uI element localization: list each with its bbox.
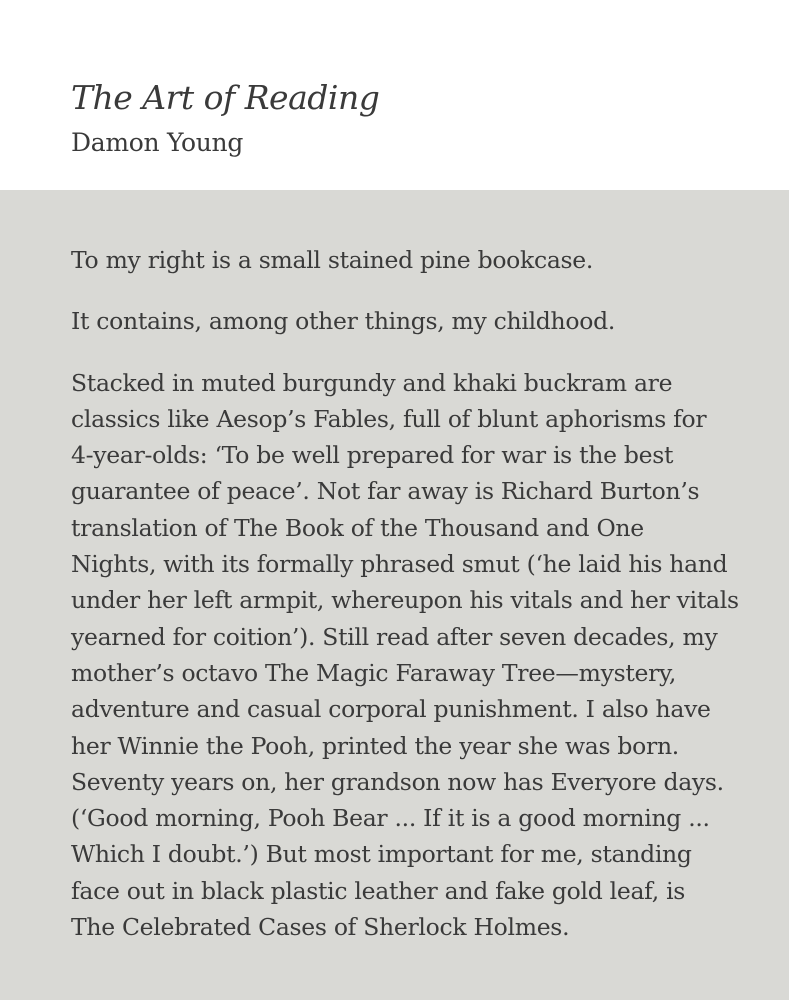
excerpt-line: (‘Good morning, Pooh Bear ... If it is a good morning ... — [71, 804, 710, 833]
excerpt-line: 4-year-olds: ‘To be well prepared for war is the best — [71, 441, 674, 470]
book-author: Damon Young — [71, 128, 244, 157]
excerpt-paragraph-1: To my right is a small stained pine bookcase. — [71, 246, 594, 274]
excerpt-line: Seventy years on, her grandson now has Everyore days. — [71, 767, 724, 796]
excerpt-line: translation of The Book of the Thousand and One — [71, 513, 644, 542]
excerpt-paragraph-3 — [71, 365, 761, 946]
excerpt-line: guarantee of peace’. Not far away is Richard Burton’s — [71, 477, 700, 506]
excerpt-paragraph-2: It contains, among other things, my childhood. — [71, 307, 615, 336]
excerpt-line: her Winnie the Pooh, printed the year she was born. — [71, 731, 679, 760]
excerpt-line: adventure and casual corporal punishment. I also have — [71, 695, 711, 724]
excerpt-line: The Celebrated Cases of Sherlock Holmes. — [71, 913, 570, 942]
excerpt-line: Stacked in muted burgundy and khaki buckram are — [71, 368, 673, 397]
book-title: The Art of Reading — [71, 78, 380, 117]
excerpt-text — [71, 242, 761, 970]
title-header — [0, 0, 789, 190]
excerpt-line: face out in black plastic leather and fake gold leaf, is — [71, 876, 686, 905]
excerpt-line: Nights, with its formally phrased smut (‘he laid his hand — [71, 550, 728, 579]
excerpt-line: yearned for coition’). Still read after seven decades, my — [71, 622, 718, 651]
excerpt-line: Which I doubt.’) But most important for me, standing — [71, 840, 692, 869]
excerpt-line: mother’s octavo The Magic Faraway Tree—mystery, — [71, 658, 677, 687]
excerpt-panel — [0, 190, 789, 1000]
excerpt-line: under her left armpit, whereupon his vitals and her vitals — [71, 586, 739, 615]
excerpt-line: classics like Aesop’s Fables, full of blunt aphorisms for — [71, 404, 707, 433]
